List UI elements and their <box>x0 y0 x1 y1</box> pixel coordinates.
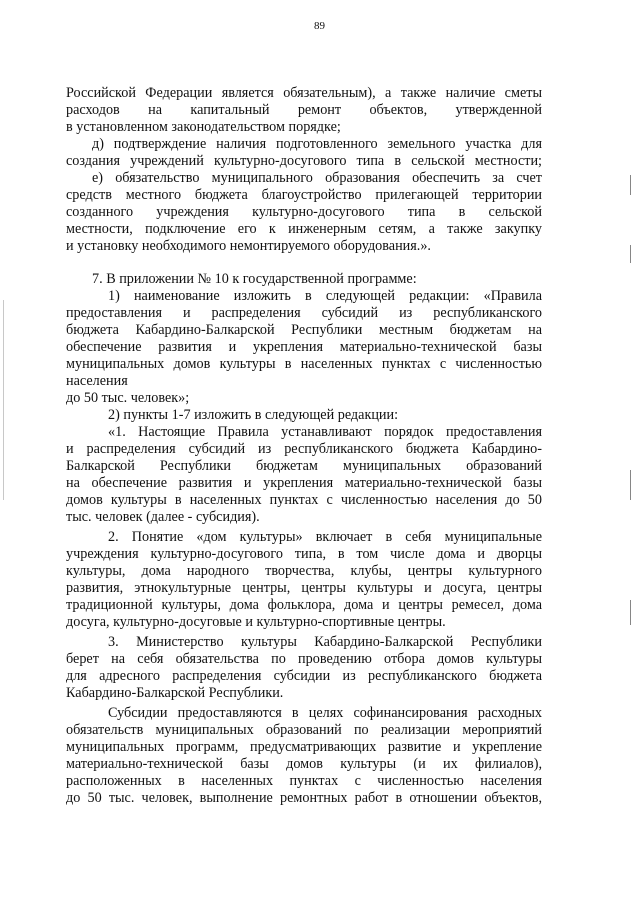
scan-edge-mark <box>630 245 631 263</box>
text-line: е) обязательство муниципального образования обеспечить за счет <box>92 170 542 186</box>
text-line: Кабардино-Балкарской Республики. <box>66 685 284 701</box>
text-line: д) подтверждение наличия подготовленного земельного участка для <box>92 136 542 152</box>
scan-edge-mark <box>630 600 631 625</box>
text-line: берет на себя обязательства по проведению отбора домов культуры <box>66 651 542 667</box>
text-line: досуга, культурно-досуговые и культурно-спортивные центры. <box>66 614 446 630</box>
text-line: бюджета Кабардино-Балкарской Республики местным бюджетам на <box>66 322 542 338</box>
page-number: 89 <box>314 20 325 32</box>
text-line: населения <box>66 373 128 389</box>
text-line: Субсидии предоставляются в целях софинансирования расходных <box>108 705 542 721</box>
text-line: традиционной культуры, дома фольклора, дома и центры ремесел, дома <box>66 597 542 613</box>
text-line: средств местного бюджета благоустройство прилегающей территории <box>66 187 542 203</box>
text-line: учреждения культурно-досугового типа, в том числе дома и дворцы <box>66 546 542 562</box>
text-line: 2. Понятие «дом культуры» включает в себя муниципальные <box>108 529 542 545</box>
text-line: 7. В приложении № 10 к государственной программе: <box>92 271 417 287</box>
text-line: расходов на капитальный ремонт объектов, утвержденной <box>66 102 542 118</box>
text-line: в установленном законодательством порядке; <box>66 119 341 135</box>
text-line: муниципальных программ, предусматривающих развитие и укрепление <box>66 739 542 755</box>
text-line: муниципальных домов культуры в населенных пунктах с численностью <box>66 356 542 372</box>
text-line: 2) пункты 1-7 изложить в следующей редакции: <box>108 407 399 423</box>
text-line: тыс. человек (далее - субсидия). <box>66 509 260 525</box>
text-line: для адресного распределения субсидии из республиканского бюджета <box>66 668 542 684</box>
text-line: 1) наименование изложить в следующей редакции: «Правила <box>108 288 542 304</box>
text-line: предоставления и распределения субсидий из республиканского <box>66 305 542 321</box>
text-line: материально-технической базы домов культуры (и их филиалов), <box>66 756 542 772</box>
text-line: культуры, дома народного творчества, клубы, центры культурного <box>66 563 542 579</box>
text-line: до 50 тыс. человек, выполнение ремонтных работ в отношении объектов, <box>66 790 542 806</box>
text-line: обеспечение развития и укрепления материально-технической базы <box>66 339 542 355</box>
scan-edge-mark <box>630 175 631 195</box>
text-line: до 50 тыс. человек»; <box>66 390 190 406</box>
text-line: развития, этнокультурные центры, центры культуры и досуга, центры <box>66 580 542 596</box>
text-line: местности, подключение его к инженерным сетям, а также закупку <box>66 221 542 237</box>
text-line: «1. Настоящие Правила устанавливают порядок предоставления <box>108 424 542 440</box>
text-line: 3. Министерство культуры Кабардино-Балкарской Республики <box>108 634 542 650</box>
text-line: Балкарской Республики бюджетам муниципальных образований <box>66 458 542 474</box>
text-line: на обеспечение развития и укрепления материально-технической базы <box>66 475 542 491</box>
text-line: обязательств муниципальных образований по реализации мероприятий <box>66 722 542 738</box>
text-line: Российской Федерации является обязательным), а также наличие сметы <box>66 85 542 101</box>
text-line: создания учреждений культурно-досугового типа в сельской местности; <box>66 153 542 169</box>
scan-edge-mark <box>3 300 4 500</box>
text-line: и установку необходимого немонтируемого оборудования.». <box>66 238 431 254</box>
text-line: созданного учреждения культурно-досугового типа в сельской <box>66 204 542 220</box>
text-line: расположенных в населенных пунктах с численностью населения <box>66 773 542 789</box>
scan-edge-mark <box>630 470 631 500</box>
text-line: и распределения субсидий из республиканского бюджета Кабардино- <box>66 441 542 457</box>
text-line: домов культуры в населенных пунктах с численностью населения до 50 <box>66 492 542 508</box>
